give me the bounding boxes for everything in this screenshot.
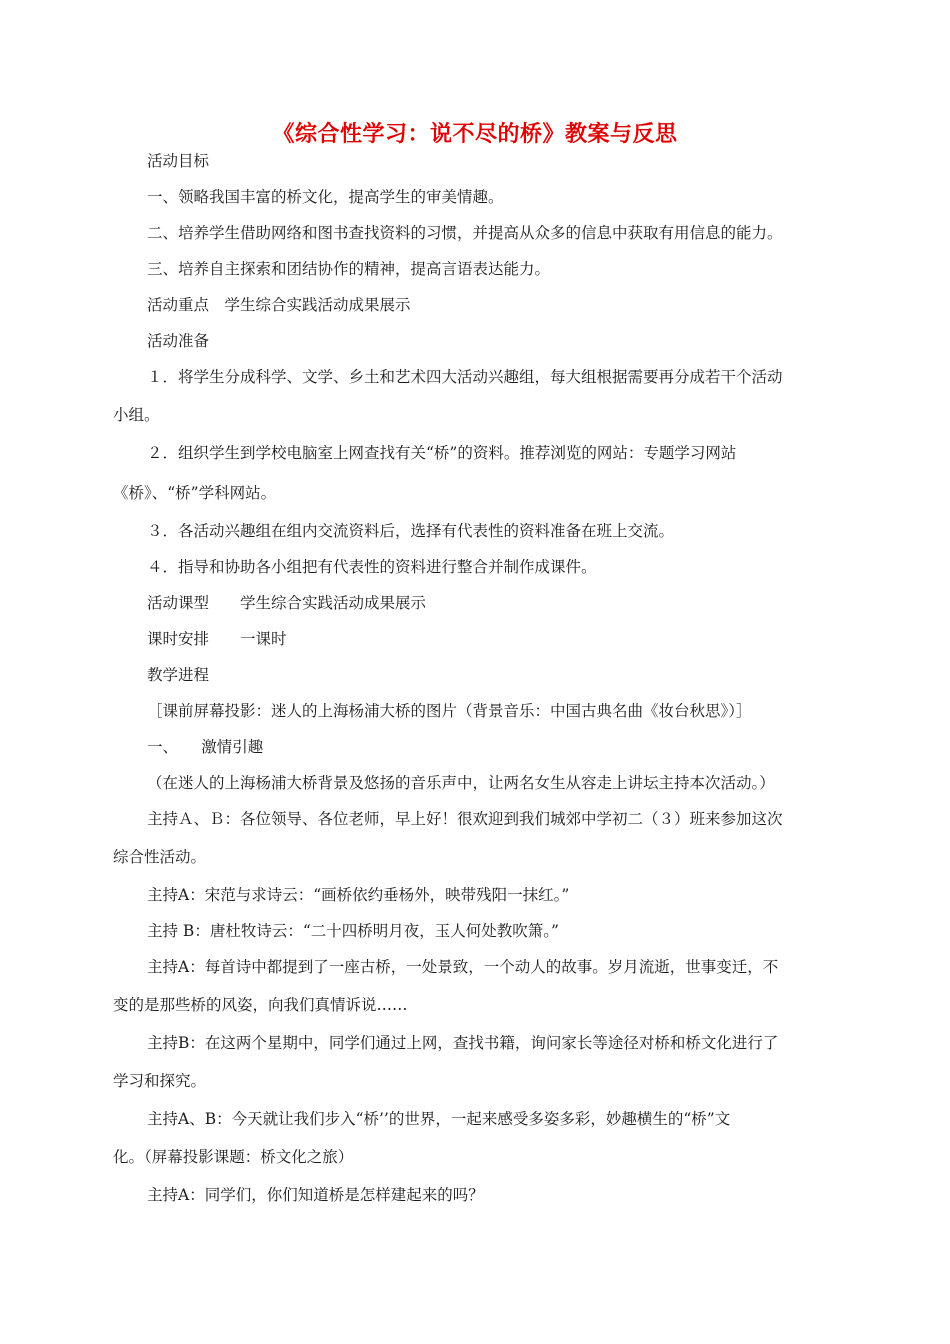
paragraph-line: 一、领略我国丰富的桥文化，提高学生的审美情趣。 [147,188,504,206]
paragraph-line: （在迷人的上海杨浦大桥背景及悠扬的音乐声中，让两名女生从容走上讲坛主持本次活动。） [147,774,775,792]
paragraph-line: 综合性活动。 [113,848,207,866]
paragraph-line: 三、培养自主探索和团结协作的精神，提高言语表达能力。 [147,260,551,278]
paragraph-line: ２．组织学生到学校电脑室上网查找有关“桥”的资料。推荐浏览的网站：专题学习网站 [147,444,737,462]
paragraph-line: 主持Ａ、Ｂ：各位领导、各位老师，早上好！很欢迎到我们城郊中学初二（３）班来参加这次 [147,810,783,828]
heading-teaching-process: 教学进程 [147,666,210,684]
paragraph-line: 主持 B：唐杜牧诗云：“二十四桥明月夜，玉人何处教吹箫。” [147,922,559,940]
paragraph-line: 主持A：每首诗中都提到了一座古桥，一处景致，一个动人的故事。岁月流逝，世事变迁，不 [147,958,779,976]
paragraph-line: 小组。 [113,406,160,424]
heading-class-hours: 课时安排 一课时 [147,630,287,648]
paragraph-line: 主持A、B：今天就让我们步入“桥’’的世界，一起来感受多姿多彩，妙趣横生的“桥”文 [147,1110,731,1128]
paragraph-line: ４．指导和协助各小组把有代表性的资料进行整合并制作成课件。 [147,558,597,576]
paragraph-line: 化。（屏幕投影课题：桥文化之旅） [113,1148,354,1166]
heading-lesson-type: 活动课型 学生综合实践活动成果展示 [147,594,427,612]
paragraph-line: 主持A：同学们，你们知道桥是怎样建起来的吗？ [147,1186,484,1204]
paragraph-line: ［课前屏幕投影：迷人的上海杨浦大桥的图片（背景音乐：中国古典名曲《妆台秋思》）］ [147,702,752,720]
paragraph-line: 二、培养学生借助网络和图书查找资料的习惯，并提高从众多的信息中获取有用信息的能力。 [147,224,783,242]
paragraph-line: ３．各活动兴趣组在组内交流资料后，选择有代表性的资料准备在班上交流。 [147,522,675,540]
document-title: 《综合性学习：说不尽的桥》教案与反思 [272,122,678,147]
heading-activity-focus: 活动重点 学生综合实践活动成果展示 [147,296,411,314]
paragraph-line: 主持B：在这两个星期中，同学们通过上网，查找书籍，询问家长等途径对桥和桥文化进行了 [147,1034,779,1052]
paragraph-line: １．将学生分成科学、文学、乡土和艺术四大活动兴趣组，每大组根据需要再分成若干个活动 [147,368,783,386]
paragraph-line: 《桥》、“桥”学科网站。 [113,484,277,502]
paragraph-line: 变的是那些桥的风姿，向我们真情诉说…… [113,996,408,1014]
heading-activity-goals: 活动目标 [147,152,210,170]
section-heading: 一、 激情引趣 [147,738,264,756]
paragraph-line: 学习和探究。 [113,1072,207,1090]
paragraph-line: 主持A：宋范与求诗云：“画桥依约垂杨外，映带残阳一抹红。” [147,886,570,904]
heading-activity-prep: 活动准备 [147,332,210,350]
